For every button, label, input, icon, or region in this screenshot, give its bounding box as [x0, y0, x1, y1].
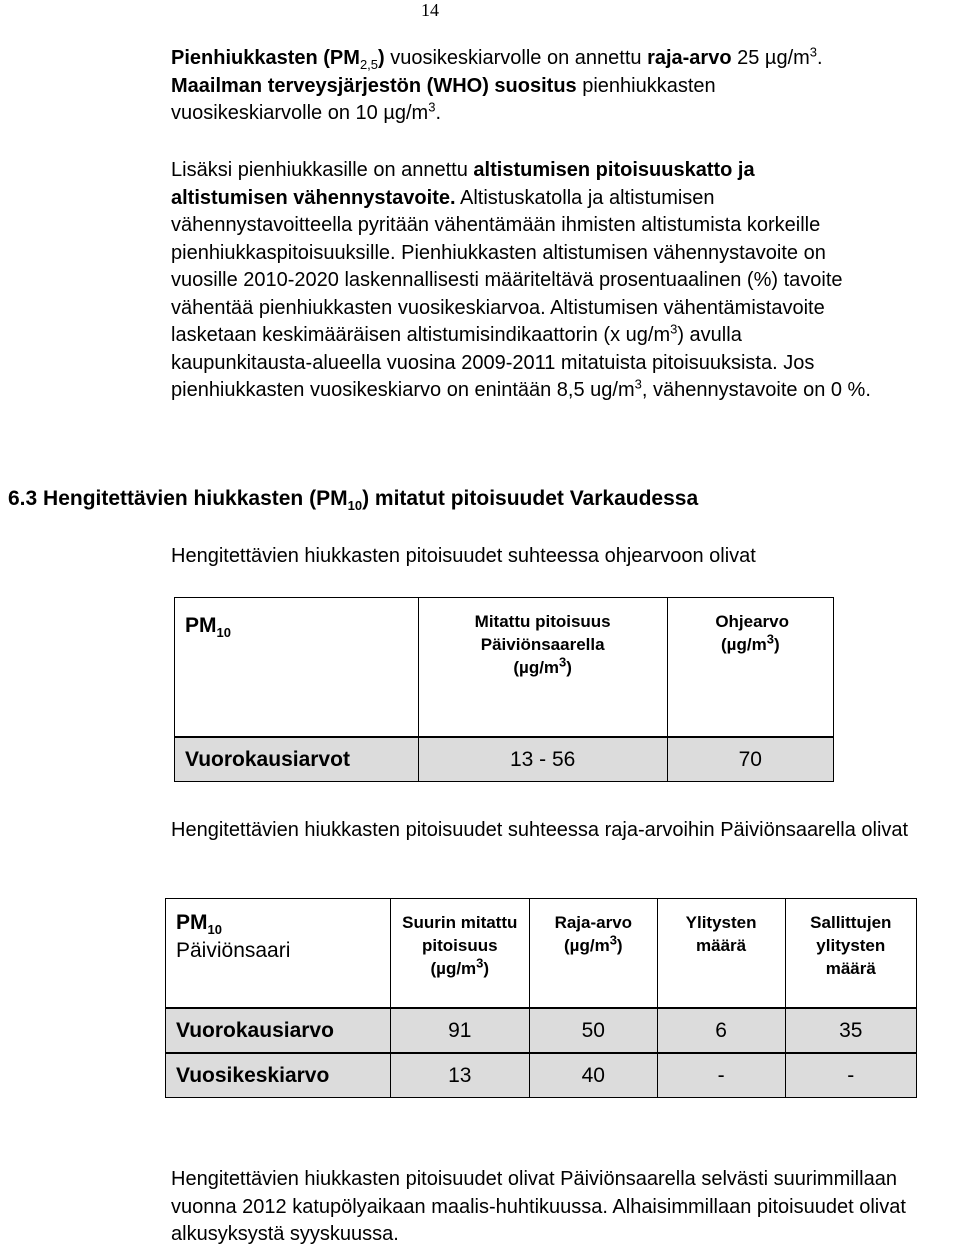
heading-tail: ) mitatut pitoisuudet Varkaudessa [362, 487, 699, 510]
para2-text-4: , vähennystavoite on 0 %. [641, 379, 871, 401]
allowed-value: 35 [785, 1008, 916, 1053]
pm25-close: ) [378, 47, 385, 69]
table2-intro: Hengitettävien hiukkasten pitoisuudet suhteessa raja-arvoihin Päiviönsaarella olivat [171, 819, 909, 841]
header-measured [418, 598, 667, 738]
header-max-sup: 3 [476, 955, 484, 971]
limit-value: 50 [530, 1008, 658, 1053]
heading-subscript: 10 [347, 498, 363, 514]
header-pm10 [175, 598, 419, 738]
header-measured-label: Mitattu pitoisuus Päiviönsaarella [474, 612, 611, 654]
header-limit [530, 899, 658, 1009]
para2-text-1: Lisäksi pienhiukkasille on annettu [171, 159, 474, 181]
pm25-label: Pienhiukkasten (PM [171, 47, 360, 69]
max-value: 13 [390, 1053, 530, 1098]
limit-value-table [165, 898, 917, 1098]
para1-sup-b: 3 [428, 99, 436, 115]
para1-text-5: . [435, 102, 441, 124]
table-row [175, 737, 834, 782]
who-recommendation-bold: Maailman terveysjärjestön (WHO) suositus [171, 74, 577, 97]
header-max [390, 899, 530, 1009]
table-row [166, 1053, 917, 1098]
para2-bold: altistumisen pitoisuuskatto ja altistumisen vähennystavoite. [171, 159, 755, 209]
para2-text-3: ) avulla kaupunkitausta-alueella vuosina 2009-2011 mitatuista pitoisuuksista. Jos pienhiukkasten vuosikeskiarvo on enintään 8,5 ug/m [171, 324, 815, 401]
para2-sup-1: 3 [670, 321, 678, 337]
para1-text-4: pienhiukkasten vuosikeskiarvolle on 10 µg/m [171, 74, 716, 124]
table1-intro: Hengitettävien hiukkasten pitoisuudet suhteessa ohjearvoon olivat [171, 545, 756, 567]
raja-arvo-bold: raja-arvo [647, 47, 732, 69]
max-value: 91 [390, 1008, 530, 1053]
table-header-row [166, 899, 917, 1009]
row-label: Vuorokausiarvot [175, 737, 419, 782]
row-label: Vuorokausiarvo [166, 1008, 391, 1053]
header-guide-sup: 3 [766, 631, 774, 647]
table-header-row [175, 598, 834, 738]
site-name: Päiviönsaari [176, 939, 291, 962]
pm-label: PM [176, 911, 208, 934]
row-label: Vuosikeskiarvo [166, 1053, 391, 1098]
para1-sup-a: 3 [809, 44, 818, 60]
pm-label: PM [185, 614, 217, 637]
para1-text-2: 25 µg/m [731, 47, 810, 69]
header-guide [667, 598, 833, 738]
header-limit-close: ) [616, 936, 623, 955]
header-allowed-label: Sallittujen ylitysten määrä [810, 913, 892, 978]
header-guide-unit: (µg/m [721, 635, 767, 654]
closing-paragraph: Hengitettävien hiukkasten pitoisuudet olivat Päiviönsaarella selvästi suurimmillaan vuonna 2012 katupölyaikaan maalis-huhtikuussa. Alhaisimmillaan pitoisuudet olivat alkusyksystä syyskuussa. [171, 1168, 906, 1245]
header-max-label: Suurin mitattu pitoisuus [402, 913, 518, 955]
header-exceed [657, 899, 785, 1009]
exceed-value: 6 [657, 1008, 785, 1053]
exceed-value: - [657, 1053, 785, 1098]
allowed-value: - [785, 1053, 916, 1098]
table-row [166, 1008, 917, 1053]
para1-text-3: . [817, 47, 823, 69]
header-guide-close: ) [773, 635, 780, 654]
section-heading [8, 487, 908, 514]
header-max-unit: (µg/m [430, 959, 477, 978]
limit-value: 40 [530, 1053, 658, 1098]
header-measured-unit: (µg/m [513, 658, 560, 677]
header-limit-unit: (µg/m [564, 936, 610, 955]
header-limit-sup: 3 [609, 932, 617, 948]
guide-value: 70 [667, 737, 833, 782]
measured-value: 13 - 56 [418, 737, 667, 782]
header-measured-sup: 3 [559, 654, 567, 670]
paragraph-exposure [171, 157, 871, 405]
guideline-table [174, 597, 834, 782]
header-max-close: ) [483, 959, 490, 978]
para1-text-1: vuosikeskiarvolle on annettu [384, 47, 648, 69]
header-allowed [785, 899, 916, 1009]
pm-subscript: 10 [207, 922, 222, 938]
header-limit-label: Raja-arvo [554, 913, 633, 932]
page-number: 14 [421, 0, 439, 20]
header-guide-label: Ohjearvo [715, 612, 790, 631]
pm25-subscript: 2,5 [359, 57, 379, 72]
para2-sup-2: 3 [634, 376, 642, 392]
header-pm10-site [166, 899, 391, 1009]
heading-text: 6.3 Hengitettävien hiukkasten (PM [8, 487, 348, 510]
header-exceed-label: Ylitysten määrä [685, 913, 757, 955]
pm-subscript: 10 [216, 625, 231, 641]
header-measured-close: ) [566, 658, 572, 677]
paragraph-pm25-limits [171, 45, 871, 128]
para2-text-2: Altistuskatolla ja altistumisen vähennystavoitteella pyritään vähentämään ihmisten altistumista korkeille pienhiukkaspitoisuuksille. Pienhiukkasten altistumisen vähennystavoite on vuosille 2010-2020 laskennallisesti määriteltävä prosentuaalinen (%) tavoite vähentää pienhiukkasten vuosikeskiarvoa. Altistumisen vähentämistavoite lasketaan keskimääräisen altistumisindikaattorin (x ug/m [171, 186, 843, 346]
